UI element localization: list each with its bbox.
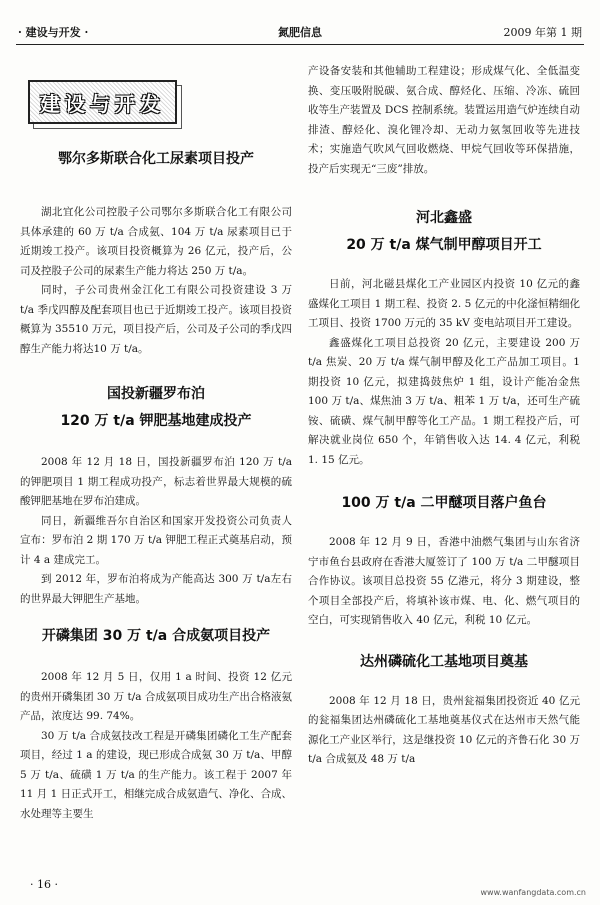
article-paragraph: 2008 年 12 月 18 日，贵州瓮福集团投资近 40 亿元的瓮福集团达州磷硫化工基地奠基仪式在达州市天然气能源化工产业区举行，这是继投资 10 亿元的齐鲁石化 30 万 t/a 合成氨及 48 万 t/a xyxy=(308,694,580,765)
issue-number: 2009 年第 1 期 xyxy=(503,26,582,39)
article-title-line: 国投新疆罗布泊 xyxy=(107,386,205,402)
article-dazhou xyxy=(308,649,580,770)
article-title-line: 20 万 t/a 煤气制甲醇项目开工 xyxy=(346,237,542,253)
article-paragraph: 湖北宜化公司控股子公司鄂尔多斯联合化工有限公司具体承建的 60 万 t/a 合成氨、104 万 t/a 尿素项目已于近期竣工投产。该项目投资概算为 26 亿元，投产后，公司及控股子公司的尿素生产能力将达 250 万 t/a。 xyxy=(20,206,292,277)
article-title-line: 鄂尔多斯联合化工尿素项目投产 xyxy=(58,151,254,167)
article-title-line: 120 万 t/a 钾肥基地建成投产 xyxy=(60,413,252,429)
article-title xyxy=(20,381,292,435)
journal-name: 氮肥信息 xyxy=(278,26,322,39)
article-title xyxy=(308,205,580,259)
article-paragraph: 同日，新疆维吾尔自治区和国家开发投资公司负责人宣布：罗布泊 2 期 170 万 t/a 钾肥工程正式奠基启动，预计 4 a 建成完工。 xyxy=(20,514,292,566)
article-title-line: 100 万 t/a 二甲醚项目落户鱼台 xyxy=(341,495,547,511)
article-title xyxy=(20,623,292,650)
article-title xyxy=(308,490,580,517)
article-title-line: 开磷集团 30 万 t/a 合成氨项目投产 xyxy=(41,628,271,644)
continued-paragraph: 产设备安装和其他辅助工程建设；形成煤气化、全低温变换、变压吸附脱碳、氨合成、醇烃化、压缩、冷冻、硫回收等生产装置及 DCS 控制系统。装置运用造气炉连续自动排渣、醇烃化、溴化锂冷却、无动力氨氢回收等先进技术；实施造气吹风气回收燃烧、甲烷气回收等环保措施，投产后实现无“三废”排放。 xyxy=(308,65,580,175)
article-paragraph: 30 万 t/a 合成氨技改工程是开磷集团磷化工生产配套项目，经过 1 a 的建设，现已形成合成氨 30 万 t/a、甲醇 5 万 t/a、硫磺 1 万 t/a 的生产能力。该工程于 2007 年 11 月 1 日正式开工，相继完成合成氨造气、净化、合成、水处理等主要生 xyxy=(20,729,292,820)
article-ordos xyxy=(20,146,292,359)
article-kailin xyxy=(20,623,292,824)
section-banner: 建设与开发 xyxy=(28,80,177,124)
section-label: · 建设与开发 · xyxy=(18,26,89,39)
article-title xyxy=(308,649,580,676)
article-title xyxy=(20,146,292,173)
article-hebei-xinsheng xyxy=(308,205,580,470)
article-paragraph: 2008 年 12 月 9 日，香港中油燃气集团与山东省济宁市鱼台县政府在香港大厦签订了 100 万 t/a 二甲醚项目合作协议。该项目总投资 55 亿港元，将分 3 期建设，整个项目全部投产后，将填补该市煤、电、化、燃气项目的空白，可实现销售收入 40 亿元，利税 10 亿元。 xyxy=(308,536,580,626)
article-paragraph: 到 2012 年，罗布泊将成为产能高达 300 万 t/a左右的世界最大钾肥生产基地。 xyxy=(20,573,292,605)
article-paragraph: 日前，河北磁县煤化工产业园区内投资 10 亿元的鑫盛煤化工项目 1 期工程、投资 2. 5 亿元的中化滏恒精细化工项目、投资 1700 万元的 35 kV 变电站项目开工建设。 xyxy=(308,278,580,329)
article-paragraph: 2008 年 12 月 5 日，仅用 1 a 时间、投资 12 亿元的贵州开磷集团 30 万 t/a 合成氨项目成功生产出合格液氨产品，浓度达 99. 74%。 xyxy=(20,671,292,722)
article-paragraph: 同时，子公司贵州金江化工有限公司投资建设 3 万 t/a 季戊四醇及配套项目也已于近期竣工投产。该项目投资概算为 35510 万元，项目投产后，公司及子公司的季戊四醇生产能力将达10 万 t/a。 xyxy=(20,284,292,355)
article-paragraph: 2008 年 12 月 18 日，国投新疆罗布泊 120 万 t/a 的钾肥项目 1 期工程成功投产，标志着世界最大规模的硫酸钾肥基地在罗布泊建成。 xyxy=(20,456,292,507)
article-lop-nur xyxy=(20,381,292,609)
article-paragraph: 鑫盛煤化工项目总投资 20 亿元，主要建设 200 万 t/a 焦炭、20 万 t/a 煤气制甲醇及化工产品加工项目。1 期投资 10 亿元，拟建捣鼓焦炉 1 组，设计产能冶金焦 100 万 t/a、煤焦油 3 万 t/a、粗苯 1 万 t/a，还可生产硫铵、硫磺、煤气制甲醇等化工产品。1 期工程投产后，可解决就业岗位 650 个，年销售收入达 14. 4 亿元，利税 1. 15 亿元。 xyxy=(308,336,580,466)
article-title-line: 河北鑫盛 xyxy=(416,210,472,226)
page-number: · 16 · xyxy=(30,878,58,891)
watermark-url: www.wanfangdata.com.cn xyxy=(480,888,586,897)
article-yutai-dme xyxy=(308,490,580,631)
article-title-line: 达州磷硫化工基地项目奠基 xyxy=(360,653,528,670)
right-column xyxy=(308,62,580,865)
left-column xyxy=(20,56,292,865)
running-header xyxy=(16,22,584,45)
